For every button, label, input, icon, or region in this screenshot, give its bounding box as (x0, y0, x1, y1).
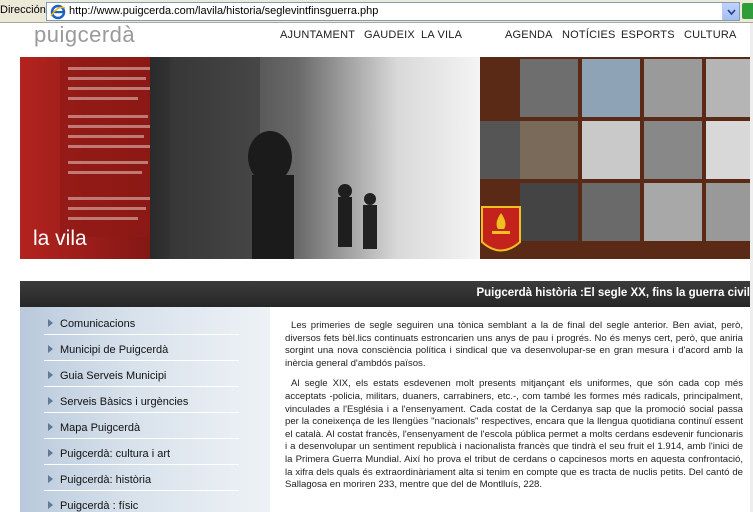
sidebar-item-mapa[interactable] (44, 413, 239, 439)
article-body (285, 320, 743, 500)
sidebar-item-label: Guia Serveis Municipi (60, 370, 167, 382)
sidebar-item-label: Mapa Puigcerdà (60, 422, 141, 434)
address-label: Dirección (0, 4, 46, 16)
url-text: http://www.puigcerda.com/lavila/historia/seglevintfinsguerra.php (69, 5, 379, 17)
arrow-right-icon (48, 371, 53, 379)
arrow-right-icon (48, 319, 53, 327)
sidebar-item-label: Puigcerdà : físic (60, 500, 139, 512)
sidebar-item-serveis-basics[interactable] (44, 387, 239, 413)
address-input[interactable] (46, 2, 740, 21)
banner-collage (20, 57, 753, 259)
banner-title: la vila (33, 227, 87, 250)
arrow-right-icon (48, 449, 53, 457)
sidebar-item-label: Comunicacions (60, 318, 136, 330)
article-paragraph: Les primeries de segle seguiren una tònica semblant a la de final del segle anterior. Ben aviat, però, diversos fets bèl.lics continuats estroncarien uns anys de pau i progrés. No és menys cert, però, que aniria sorgint una nova consciència política i sindical que va desenvolupar-se en gran mesura i d'acord amb la inèrcia general d'ambdós països. (285, 320, 743, 369)
arrow-right-icon (48, 423, 53, 431)
nav-cultura[interactable]: CULTURA (684, 29, 737, 41)
sidebar-item-guia-serveis[interactable] (44, 361, 239, 387)
sidebar-item-fisic[interactable] (44, 491, 239, 512)
banner-image (20, 57, 753, 259)
nav-esports[interactable]: ESPORTS (621, 29, 675, 41)
section-title-bar (20, 281, 753, 307)
article-paragraph: Al segle XIX, els estats esdevenen molt presents mitjançant els uniformes, que són cada cop més acceptats -policia, militars, duaners, carrabiners, etc.-, com també les formes més radicals, principalment, vinculades a l'Església i a l'ensenyament. Cada costat de la Cerdanya sap que la promoció social passa per la coneixença de les llengües "nacionals" respectives, encara que la llengua quotidiana continuï essent el català. Al costat francès, l'ensenyament de l'escola pública permet a molts cerdans esdevenir funcionaris i a desenvolupar un sentiment republicà i nacionalista francès que tindrà el seu fruit el 1.914, amb l'inici de la Primera Guerra Mundial. Així ho prova el tribut de cerdans o capcinesos morts en aquesta confrontació, la xifra dels quals és extraordinàriament alta si tenim en compte que es tracta de nuclis petits. Del cantó de Sallagosa en moriren 233, mentre que del de Montlluís, 228. (285, 378, 743, 491)
arrow-right-icon (48, 501, 53, 509)
arrow-right-icon (48, 345, 53, 353)
site-logo[interactable]: puigcerdà (34, 22, 136, 47)
sidebar-item-municipi[interactable] (44, 335, 239, 361)
sidebar-item-label: Serveis Bàsics i urgències (60, 396, 189, 408)
sidebar-item-label: Municipi de Puigcerdà (60, 344, 169, 356)
address-dropdown-button[interactable] (722, 3, 739, 20)
chevron-down-icon (727, 9, 736, 15)
sidebar-menu (20, 307, 270, 512)
sidebar-item-cultura-art[interactable] (44, 439, 239, 465)
address-toolbar (0, 0, 753, 23)
section-title: Puigcerdà història :El segle XX, fins la guerra civil (476, 287, 750, 299)
nav-agenda[interactable]: AGENDA (505, 29, 553, 41)
arrow-right-icon (48, 475, 53, 483)
nav-ajuntament[interactable]: AJUNTAMENT (280, 29, 356, 41)
nav-noticies[interactable]: NOTÍCIES (562, 29, 616, 41)
nav-gaudeix[interactable]: GAUDEIX (364, 29, 415, 41)
arrow-right-icon (48, 397, 53, 405)
nav-la-vila[interactable]: LA VILA (421, 29, 463, 41)
go-arrow-icon[interactable] (742, 3, 753, 19)
sidebar-item-comunicacions[interactable] (44, 309, 239, 335)
sidebar-item-historia[interactable] (44, 465, 239, 491)
internet-explorer-icon (50, 4, 66, 20)
sidebar-item-label: Puigcerdà: història (60, 474, 152, 486)
sidebar-item-label: Puigcerdà: cultura i art (60, 448, 171, 460)
